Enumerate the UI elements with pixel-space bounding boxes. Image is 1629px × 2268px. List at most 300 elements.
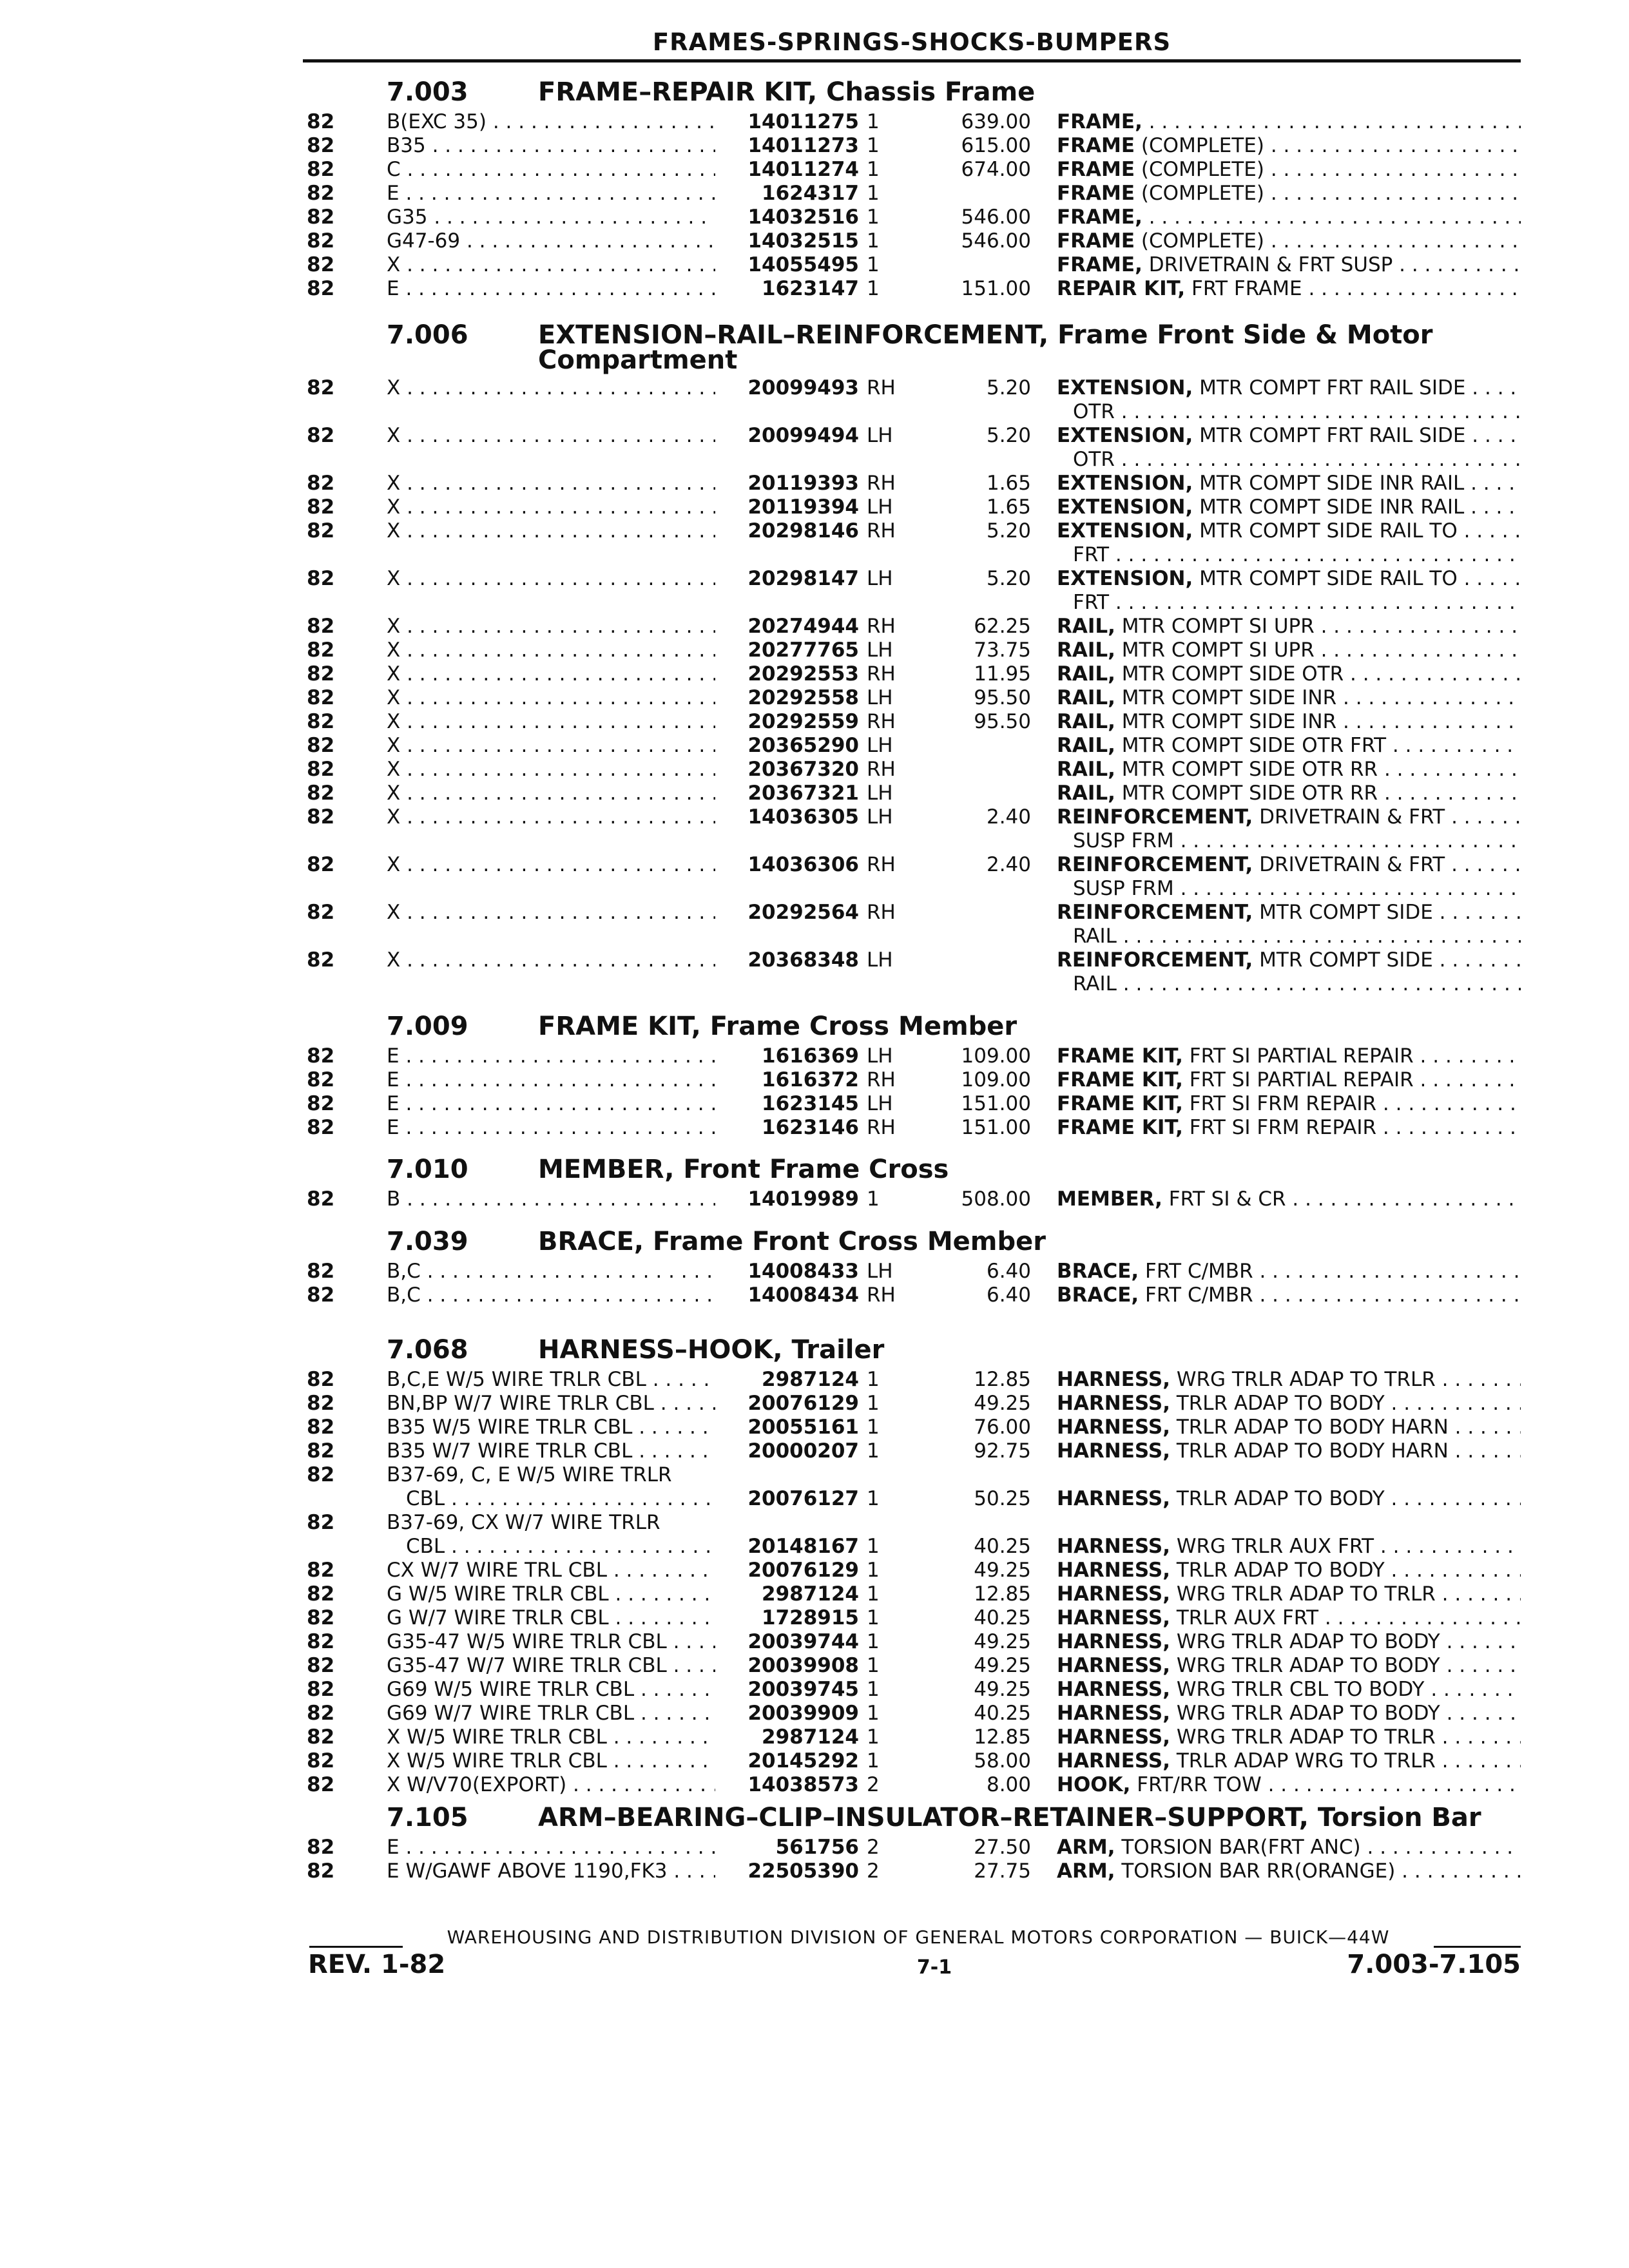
- price: 73.75: [974, 639, 1031, 662]
- part-name: HARNESS,: [1057, 1606, 1170, 1629]
- part-number: 14055495: [715, 253, 859, 277]
- price: 95.50: [974, 710, 1031, 733]
- quantity: 1: [867, 1416, 880, 1439]
- part-detail: MTR COMPT SIDE OTR FRT: [1115, 734, 1387, 757]
- parts-row-applicability: [0, 1463, 1629, 1487]
- parts-row-continuation: [0, 877, 1629, 901]
- model-year: 82: [307, 686, 335, 709]
- description: [1057, 1559, 1521, 1582]
- part-name: HARNESS,: [1057, 1487, 1170, 1510]
- part-number: 2987124: [715, 1582, 859, 1606]
- model-year: 82: [307, 758, 335, 781]
- quantity: RH: [867, 376, 896, 399]
- parts-row: [0, 1187, 1629, 1211]
- part-detail: WRG TRLR ADAP TO TRLR: [1170, 1368, 1436, 1391]
- parts-row: [0, 1392, 1629, 1416]
- quantity: RH: [867, 1068, 896, 1091]
- description: [1057, 134, 1521, 158]
- quantity: 1: [867, 1582, 880, 1606]
- description: [1057, 1392, 1521, 1416]
- parts-row-continuation: [0, 829, 1629, 853]
- description: [1057, 1068, 1521, 1092]
- quantity: 1: [867, 1606, 880, 1629]
- part-number: 14032515: [715, 229, 859, 253]
- parts-row: [0, 1654, 1629, 1678]
- applicability-continued: CBL . . .: [406, 1487, 722, 1511]
- quantity: 1: [867, 1392, 880, 1415]
- part-detail: MTR COMPT SI UPR: [1115, 639, 1315, 662]
- part-detail: FRT SI & CR: [1162, 1187, 1286, 1211]
- price: 62.25: [974, 615, 1031, 638]
- parts-row: [0, 1559, 1629, 1582]
- description: [1057, 1368, 1521, 1392]
- applicability: E . . .: [387, 182, 722, 206]
- model-year: 82: [307, 1463, 335, 1486]
- description: [1057, 639, 1521, 662]
- parts-row: [0, 376, 1629, 400]
- parts-row: [0, 1749, 1629, 1773]
- part-detail: MTR COMPT SIDE INR: [1115, 686, 1337, 709]
- parts-row: [0, 948, 1629, 972]
- applicability: G35-47 W/5 WIRE TRLR CBL . . .: [387, 1630, 722, 1654]
- price: 508.00: [961, 1187, 1031, 1211]
- quantity: RH: [867, 472, 896, 495]
- part-name: HARNESS,: [1057, 1702, 1170, 1725]
- applicability: X . . .: [387, 686, 722, 710]
- part-number: 20076129: [715, 1559, 859, 1582]
- model-year: 82: [307, 805, 335, 829]
- price: 12.85: [974, 1725, 1031, 1749]
- applicability: X W/V70(EXPORT) . . .: [387, 1773, 722, 1797]
- quantity: LH: [867, 424, 893, 447]
- description-continued: SUSP FRM . . .: [1073, 877, 1521, 901]
- part-number: 20292564: [715, 901, 859, 925]
- model-year: 82: [307, 1773, 335, 1796]
- part-detail: WRG TRLR ADAP TO BODY: [1170, 1702, 1440, 1725]
- quantity: LH: [867, 1092, 893, 1115]
- applicability: B,C,E W/5 WIRE TRLR CBL . . .: [387, 1368, 722, 1392]
- quantity: RH: [867, 519, 896, 543]
- part-number: 1623145: [715, 1092, 859, 1116]
- part-number: 20292559: [715, 710, 859, 734]
- model-year: 82: [307, 1392, 335, 1415]
- description: [1057, 662, 1521, 686]
- applicability-continued: CBL . . .: [406, 1535, 722, 1559]
- model-year: 82: [307, 639, 335, 662]
- price: 5.20: [986, 376, 1031, 399]
- part-number: 20099493: [715, 376, 859, 400]
- parts-row: [0, 1092, 1629, 1116]
- applicability: G W/7 WIRE TRLR CBL . . .: [387, 1606, 722, 1630]
- part-detail: FRT SI PARTIAL REPAIR: [1182, 1068, 1414, 1091]
- part-number: 20099494: [715, 424, 859, 448]
- footer-division: WAREHOUSING AND DISTRIBUTION DIVISION OF GENERAL MOTORS CORPORATION — BUICK—44W: [447, 1927, 1390, 1948]
- parts-row: [0, 1836, 1629, 1860]
- description: [1057, 1702, 1521, 1725]
- part-number: 14011274: [715, 158, 859, 182]
- quantity: 1: [867, 1187, 880, 1211]
- model-year: 82: [307, 948, 335, 972]
- price: 27.75: [974, 1860, 1031, 1883]
- parts-row: [0, 1773, 1629, 1797]
- description: [1057, 519, 1521, 543]
- description-continued: RAIL . . .: [1073, 972, 1521, 996]
- part-detail: TORSION BAR(FRT ANC): [1115, 1836, 1361, 1859]
- part-name: REPAIR KIT,: [1057, 277, 1186, 300]
- part-number: 20145292: [715, 1749, 859, 1773]
- quantity: RH: [867, 710, 896, 733]
- applicability: E . . .: [387, 1044, 722, 1068]
- part-detail: (COMPLETE): [1135, 134, 1264, 157]
- section-title: ARM–BEARING–CLIP–INSULATOR–RETAINER–SUPPORT, Torsion Bar: [538, 1803, 1481, 1832]
- model-year: 82: [307, 1260, 335, 1283]
- model-year: 82: [307, 110, 335, 133]
- part-number: 2987124: [715, 1368, 859, 1392]
- model-year: 82: [307, 1654, 335, 1677]
- model-year: 82: [307, 1283, 335, 1307]
- part-detail: WRG TRLR ADAP TO TRLR: [1170, 1725, 1436, 1749]
- description: [1057, 1725, 1521, 1749]
- price: 546.00: [961, 229, 1031, 253]
- model-year: 82: [307, 901, 335, 924]
- model-year: 82: [307, 662, 335, 686]
- description: [1057, 253, 1521, 277]
- applicability: B,C . . .: [387, 1260, 722, 1283]
- description: [1057, 376, 1521, 400]
- parts-row: [0, 1416, 1629, 1439]
- part-name: HARNESS,: [1057, 1582, 1170, 1606]
- part-name: HARNESS,: [1057, 1535, 1170, 1558]
- model-year: 82: [307, 1725, 335, 1749]
- quantity: RH: [867, 615, 896, 638]
- part-name: HARNESS,: [1057, 1439, 1170, 1463]
- part-name: REINFORCEMENT,: [1057, 948, 1253, 972]
- quantity: RH: [867, 901, 896, 924]
- part-number: 20119393: [715, 472, 859, 495]
- part-number: 20292553: [715, 662, 859, 686]
- model-year: 82: [307, 229, 335, 253]
- part-number: 14032516: [715, 206, 859, 229]
- part-detail: (COMPLETE): [1135, 182, 1264, 205]
- description: [1057, 1092, 1521, 1116]
- description: [1057, 1260, 1521, 1283]
- parts-row: [0, 253, 1629, 277]
- part-detail: MTR COMPT SI UPR: [1115, 615, 1315, 638]
- applicability: G47-69 . . .: [387, 229, 722, 253]
- applicability: X . . .: [387, 662, 722, 686]
- part-number: 20039744: [715, 1630, 859, 1654]
- quantity: 1: [867, 1678, 880, 1701]
- part-name: REINFORCEMENT,: [1057, 901, 1253, 924]
- description: [1057, 1860, 1521, 1883]
- part-number: 20367321: [715, 782, 859, 805]
- part-number: 20365290: [715, 734, 859, 758]
- part-detail: TRLR ADAP TO BODY: [1170, 1487, 1385, 1510]
- quantity: 1: [867, 1630, 880, 1653]
- description: [1057, 615, 1521, 639]
- quantity: 1: [867, 110, 880, 133]
- applicability: X . . .: [387, 710, 722, 734]
- part-detail: TRLR AUX FRT: [1170, 1606, 1319, 1629]
- price: 151.00: [961, 1092, 1031, 1115]
- quantity: 1: [867, 1439, 880, 1463]
- part-name: FRAME: [1057, 134, 1135, 157]
- price: 639.00: [961, 110, 1031, 133]
- description: [1057, 948, 1521, 972]
- part-number: 20055161: [715, 1416, 859, 1439]
- parts-row: [0, 1535, 1629, 1559]
- section-title: HARNESS–HOOK, Trailer: [538, 1335, 885, 1365]
- part-name: ARM,: [1057, 1836, 1115, 1859]
- quantity: 2: [867, 1836, 880, 1859]
- part-name: FRAME,: [1057, 206, 1142, 229]
- part-detail: DRIVETRAIN & FRT: [1253, 853, 1445, 876]
- part-detail: MTR COMPT SIDE: [1253, 948, 1433, 972]
- part-detail: WRG TRLR ADAP TO BODY: [1170, 1654, 1440, 1677]
- description: [1057, 1187, 1521, 1211]
- part-number: 1624317: [715, 182, 859, 206]
- applicability: X . . .: [387, 734, 722, 758]
- part-number: 20298146: [715, 519, 859, 543]
- parts-row: [0, 158, 1629, 182]
- model-year: 82: [307, 1116, 335, 1139]
- model-year: 82: [307, 376, 335, 399]
- applicability: X . . .: [387, 253, 722, 277]
- model-year: 82: [307, 853, 335, 876]
- quantity: 1: [867, 1749, 880, 1773]
- parts-row: [0, 1630, 1629, 1654]
- section-subtitle: Compartment: [538, 345, 738, 375]
- model-year: 82: [307, 1582, 335, 1606]
- model-year: 82: [307, 1187, 335, 1211]
- part-number: 14011273: [715, 134, 859, 158]
- quantity: 1: [867, 206, 880, 229]
- description: [1057, 710, 1521, 734]
- model-year: 82: [307, 1092, 335, 1115]
- part-number: 22505390: [715, 1860, 859, 1883]
- price: 1.65: [986, 472, 1031, 495]
- part-detail: FRT SI PARTIAL REPAIR: [1182, 1044, 1414, 1068]
- quantity: LH: [867, 1044, 893, 1068]
- quantity: LH: [867, 734, 893, 757]
- parts-row: [0, 1678, 1629, 1702]
- part-detail: MTR COMPT SIDE: [1253, 901, 1433, 924]
- part-number: 20076129: [715, 1392, 859, 1416]
- description: [1057, 686, 1521, 710]
- part-name: MEMBER,: [1057, 1187, 1162, 1211]
- part-name: HARNESS,: [1057, 1392, 1170, 1415]
- applicability: B35 W/7 WIRE TRLR CBL . . .: [387, 1439, 722, 1463]
- applicability: B35 W/5 WIRE TRLR CBL . . .: [387, 1416, 722, 1439]
- description-continued: FRT . . .: [1073, 591, 1521, 615]
- part-name: FRAME,: [1057, 253, 1142, 276]
- part-detail: WRG TRLR ADAP TO TRLR: [1170, 1582, 1436, 1606]
- part-name: HARNESS,: [1057, 1368, 1170, 1391]
- part-detail: TRLR ADAP TO BODY: [1170, 1559, 1385, 1582]
- quantity: 1: [867, 1368, 880, 1391]
- applicability: B,C . . .: [387, 1283, 722, 1307]
- quantity: 1: [867, 1487, 880, 1510]
- part-name: FRAME: [1057, 182, 1135, 205]
- page-header-title: FRAMES-SPRINGS-SHOCKS-BUMPERS: [652, 28, 1171, 56]
- part-name: FRAME: [1057, 158, 1135, 181]
- section-title: BRACE, Frame Front Cross Member: [538, 1227, 1046, 1256]
- parts-row: [0, 472, 1629, 495]
- model-year: 82: [307, 1559, 335, 1582]
- part-name: FRAME: [1057, 229, 1135, 253]
- applicability: E . . .: [387, 1836, 722, 1860]
- parts-row: [0, 1044, 1629, 1068]
- part-name: RAIL,: [1057, 758, 1115, 781]
- applicability: X . . .: [387, 901, 722, 925]
- parts-row: [0, 1702, 1629, 1725]
- description: [1057, 1116, 1521, 1140]
- parts-row: [0, 182, 1629, 206]
- applicability: C . . .: [387, 158, 722, 182]
- section-title: FRAME–REPAIR KIT, Chassis Frame: [538, 77, 1036, 107]
- parts-row: [0, 567, 1629, 591]
- applicability: X . . .: [387, 472, 722, 495]
- part-name: FRAME,: [1057, 110, 1142, 133]
- part-detail: WRG TRLR CBL TO BODY: [1170, 1678, 1425, 1701]
- price: 12.85: [974, 1368, 1031, 1391]
- parts-row: [0, 1487, 1629, 1511]
- parts-row: [0, 901, 1629, 925]
- quantity: 1: [867, 229, 880, 253]
- applicability: X . . .: [387, 758, 722, 782]
- model-year: 82: [307, 1836, 335, 1859]
- description: [1057, 1487, 1521, 1511]
- part-name: HOOK,: [1057, 1773, 1131, 1796]
- price: 151.00: [961, 1116, 1031, 1139]
- part-detail: MTR COMPT SIDE INR RAIL: [1193, 472, 1465, 495]
- applicability: X . . .: [387, 782, 722, 805]
- price: 76.00: [974, 1416, 1031, 1439]
- part-number: 2987124: [715, 1725, 859, 1749]
- parts-row: [0, 229, 1629, 253]
- section-title: FRAME KIT, Frame Cross Member: [538, 1012, 1017, 1041]
- parts-row: [0, 710, 1629, 734]
- applicability: X . . .: [387, 519, 722, 543]
- price: 95.50: [974, 686, 1031, 709]
- part-detail: MTR COMPT SIDE OTR: [1115, 662, 1344, 686]
- part-detail: (COMPLETE): [1135, 158, 1264, 181]
- part-detail: FRT SI FRM REPAIR: [1182, 1092, 1377, 1115]
- parts-row-continuation: [0, 925, 1629, 948]
- parts-row: [0, 1606, 1629, 1630]
- applicability: E . . .: [387, 1092, 722, 1116]
- part-name: EXTENSION,: [1057, 424, 1193, 447]
- part-number: 14036306: [715, 853, 859, 877]
- description: [1057, 1416, 1521, 1439]
- model-year: 82: [307, 710, 335, 733]
- footer-rule-left: [309, 1946, 403, 1948]
- quantity: LH: [867, 639, 893, 662]
- footer-section-range: 7.003-7.105: [1347, 1950, 1521, 1979]
- part-number: 20039909: [715, 1702, 859, 1725]
- quantity: 1: [867, 277, 880, 300]
- description: [1057, 1749, 1521, 1773]
- quantity: LH: [867, 805, 893, 829]
- quantity: LH: [867, 686, 893, 709]
- model-year: 82: [307, 567, 335, 590]
- quantity: LH: [867, 1260, 893, 1283]
- quantity: 1: [867, 158, 880, 181]
- model-year: 82: [307, 782, 335, 805]
- quantity: 1: [867, 1535, 880, 1558]
- parts-row: [0, 495, 1629, 519]
- price: 5.20: [986, 567, 1031, 590]
- parts-row: [0, 1260, 1629, 1283]
- description: [1057, 495, 1521, 519]
- part-number: 20277765: [715, 639, 859, 662]
- description: [1057, 805, 1521, 829]
- part-number: 14036305: [715, 805, 859, 829]
- part-detail: MTR COMPT SIDE OTR RR: [1115, 758, 1378, 781]
- price: 546.00: [961, 206, 1031, 229]
- part-name: RAIL,: [1057, 710, 1115, 733]
- parts-row-continuation: [0, 448, 1629, 472]
- model-year: 82: [307, 734, 335, 757]
- part-name: EXTENSION,: [1057, 376, 1193, 399]
- part-number: 14019989: [715, 1187, 859, 1211]
- part-detail: MTR COMPT SIDE INR RAIL: [1193, 495, 1465, 519]
- part-number: 1728915: [715, 1606, 859, 1630]
- price: 151.00: [961, 277, 1031, 300]
- description: [1057, 1678, 1521, 1702]
- price: 50.25: [974, 1487, 1031, 1510]
- part-detail: MTR COMPT SIDE INR: [1115, 710, 1337, 733]
- part-number: 20274944: [715, 615, 859, 639]
- part-detail: TRLR ADAP TO BODY HARN: [1170, 1416, 1449, 1439]
- quantity: RH: [867, 1116, 896, 1139]
- quantity: 1: [867, 253, 880, 276]
- price: 11.95: [974, 662, 1031, 686]
- description: [1057, 1654, 1521, 1678]
- part-name: HARNESS,: [1057, 1654, 1170, 1677]
- description-continued: FRT . . .: [1073, 543, 1521, 567]
- part-name: EXTENSION,: [1057, 472, 1193, 495]
- part-detail: MTR COMPT SIDE RAIL TO: [1193, 567, 1458, 590]
- part-name: FRAME KIT,: [1057, 1116, 1183, 1139]
- description: [1057, 1439, 1521, 1463]
- price: 40.25: [974, 1702, 1031, 1725]
- price: 109.00: [961, 1068, 1031, 1091]
- part-number: 14008434: [715, 1283, 859, 1307]
- part-name: FRAME KIT,: [1057, 1044, 1183, 1068]
- parts-row: [0, 1439, 1629, 1463]
- price: 8.00: [986, 1773, 1031, 1796]
- part-number: 20292558: [715, 686, 859, 710]
- part-detail: (COMPLETE): [1135, 229, 1264, 253]
- section-number: 7.068: [387, 1335, 468, 1365]
- part-number: 20148167: [715, 1535, 859, 1559]
- model-year: 82: [307, 424, 335, 447]
- quantity: 1: [867, 1702, 880, 1725]
- model-year: 82: [307, 1860, 335, 1883]
- parts-row: [0, 1116, 1629, 1140]
- parts-row: [0, 1725, 1629, 1749]
- applicability: X . . .: [387, 424, 722, 448]
- applicability: G35-47 W/7 WIRE TRLR CBL . . .: [387, 1654, 722, 1678]
- price: 2.40: [986, 853, 1031, 876]
- applicability: G W/5 WIRE TRLR CBL . . .: [387, 1582, 722, 1606]
- part-number: 20367320: [715, 758, 859, 782]
- part-number: 561756: [715, 1836, 859, 1860]
- part-detail: MTR COMPT SIDE RAIL TO: [1193, 519, 1458, 543]
- section-number: 7.010: [387, 1155, 468, 1184]
- parts-row-continuation: [0, 543, 1629, 567]
